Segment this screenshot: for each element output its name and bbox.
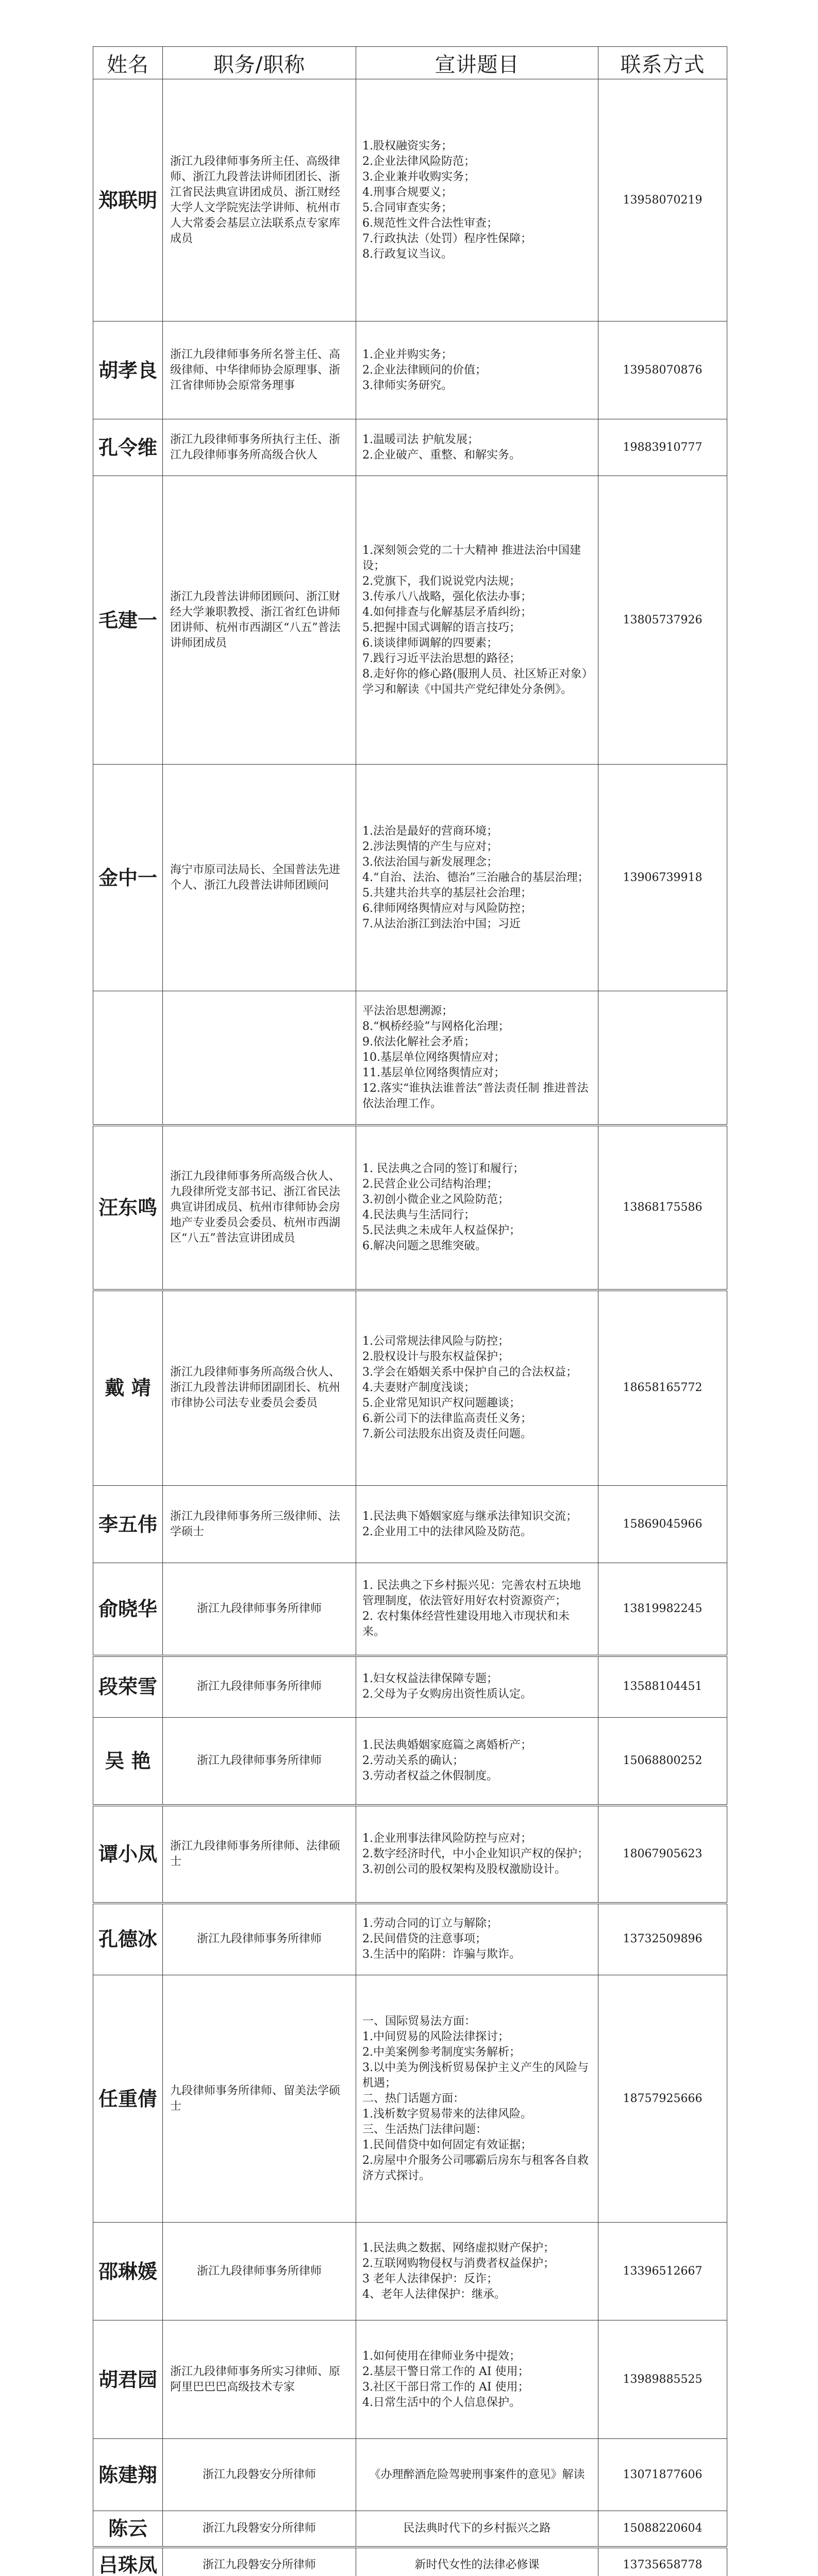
- table-row: [93, 2547, 727, 2576]
- topic-item: 2.基层干警日常工作的 AI 使用；: [362, 2365, 529, 2378]
- cell-topics: [356, 1290, 598, 1486]
- topic-item: 2.民营企业公司结构治理；: [362, 1177, 498, 1191]
- cell-phone: [598, 991, 727, 1125]
- cell-phone: 13958070876: [598, 321, 727, 419]
- cell-topics: [356, 1718, 598, 1805]
- cell-name: 邵琳媛: [93, 2223, 163, 2320]
- table-row: [93, 1563, 727, 1656]
- topic-item: 三、生活热门法律问题：: [362, 2123, 488, 2136]
- topic-item: 11.基层单位网络舆情应对；: [362, 1066, 505, 1079]
- cell-topics: [356, 1975, 598, 2223]
- cell-topics: [356, 1805, 598, 1903]
- cell-role: 浙江九段律师事务所律师: [163, 1903, 356, 1975]
- cell-name: 胡君园: [93, 2320, 163, 2439]
- cell-topics: [356, 1656, 598, 1718]
- table-row: [93, 765, 727, 991]
- cell-phone: 13805737926: [598, 476, 727, 765]
- cell-phone: 18658165772: [598, 1290, 727, 1486]
- topic-item: 2.企业法律顾问的价值；: [362, 363, 487, 377]
- cell-name: 俞晓华: [93, 1563, 163, 1656]
- topic-item: 1. 民法典之合同的签订和履行；: [362, 1162, 524, 1175]
- speaker-table: [93, 46, 727, 2576]
- topic-item: 1.如何使用在律师业务中提效；: [362, 2349, 521, 2363]
- topic-item: 5.民法典之未成年人权益保护；: [362, 1224, 521, 1237]
- topic-item: 3.传承八八战略，强化依法办事；: [362, 590, 532, 603]
- cell-topics: [356, 419, 598, 476]
- topic-item: 3.依法治国与新发展理念；: [362, 855, 498, 869]
- topic-item: 3.劳动者权益之休假制度。: [362, 1769, 498, 1783]
- topic-item: 2.党旗下，我们说说党内法规；: [362, 574, 521, 588]
- cell-topics: [356, 2223, 598, 2320]
- table-row: [93, 1805, 727, 1903]
- table-row: [93, 1125, 727, 1290]
- cell-name: 毛建一: [93, 476, 163, 765]
- topic-item: 5.把握中国式调解的语言技巧；: [362, 621, 521, 634]
- cell-role: 浙江九段律师事务所实习律师、原阿里巴巴巴高级技术专家: [163, 2320, 356, 2439]
- topic-item: 1.民法典之数据、网络虚拟财产保护；: [362, 2241, 555, 2255]
- topic-item: 2.父母为子女购房出资性质认定。: [362, 1688, 532, 1701]
- topic-item: 2.涉法舆情的产生与应对；: [362, 840, 498, 853]
- cell-role: [163, 991, 356, 1125]
- table-row: [93, 1290, 727, 1486]
- topic-item: 7.从法治浙江到法治中国；习近: [362, 917, 521, 930]
- topic-item: 二、热门话题方面：: [362, 2092, 465, 2105]
- topic-item: 6.解决问题之思维突破。: [362, 1239, 487, 1252]
- topic-item: 1.民法典婚姻家庭篇之离婚析产；: [362, 1738, 532, 1752]
- cell-phone: 13906739918: [598, 765, 727, 991]
- cell-role: 浙江九段律师事务所律师、法律硕士: [163, 1805, 356, 1903]
- topic-item: 6.新公司下的法律监高责任义务；: [362, 1412, 532, 1426]
- topic-item: 4.夫妻财产制度浅谈；: [362, 1381, 475, 1395]
- table-row: [93, 1486, 727, 1563]
- topic-item: 2.企业法律风险防范；: [362, 155, 475, 168]
- cell-topics: [356, 2439, 598, 2511]
- cell-role: 浙江九段磐安分所律师: [163, 2439, 356, 2511]
- topic-item: 2.企业破产、重整、和解实务。: [362, 448, 521, 462]
- table-row: [93, 1656, 727, 1718]
- topic-item: 1.劳动合同的订立与解除；: [362, 1917, 498, 1930]
- table-header-row: [93, 47, 727, 79]
- topic-item: 1.民法典下婚姻家庭与继承法律知识交流；: [362, 1510, 577, 1523]
- cell-name: 段荣雪: [93, 1656, 163, 1718]
- cell-topics: [356, 79, 598, 321]
- cell-phone: 13071877606: [598, 2439, 727, 2511]
- cell-phone: 13588104451: [598, 1656, 727, 1718]
- topic-item: 8.“枫桥经验”与网格化治理；: [362, 1020, 510, 1033]
- topic-item: 6.规范性文件合法性审查；: [362, 216, 498, 230]
- cell-role: 九段律师事务所律师、留美法学硕士: [163, 1975, 356, 2223]
- cell-phone: 18757925666: [598, 1975, 727, 2223]
- topic-item: 8.行政复议当议。: [362, 247, 453, 261]
- cell-name: 陈建翔: [93, 2439, 163, 2511]
- topic-item: 4.日常生活中的个人信息保护。: [362, 2396, 521, 2409]
- cell-topics: [356, 2320, 598, 2439]
- topic-item: 1.温暖司法 护航发展；: [362, 433, 479, 446]
- topic-item: 《办理醉酒危险驾驶刑事案件的意见》解读: [369, 2468, 585, 2481]
- topic-item: 7.新公司法股东出资及责任问题。: [362, 1428, 532, 1441]
- cell-topics: [356, 1486, 598, 1563]
- table-body: [93, 79, 727, 2576]
- cell-topics: [356, 2511, 598, 2547]
- cell-name: 胡孝良: [93, 321, 163, 419]
- topic-item: 3.生活中的陷阱：诈骗与欺诈。: [362, 1948, 521, 1961]
- cell-topics: [356, 765, 598, 991]
- cell-role: 浙江九段律师事务所律师: [163, 1718, 356, 1805]
- cell-topics: [356, 991, 598, 1125]
- topic-item: 1.法治是最好的营商环境；: [362, 824, 498, 838]
- topic-item: 3.以中美为例浅析贸易保护主义产生的风险与机遇；: [362, 2061, 589, 2090]
- topic-item: 4.刑事合规要义；: [362, 185, 453, 199]
- header-role: 职务/职称: [163, 47, 356, 79]
- topic-item: 12.落实“谁执法谁普法”普法责任制 推进普法依法治理工作。: [362, 1081, 589, 1110]
- cell-phone: 13735658778: [598, 2547, 727, 2576]
- cell-name: 陈云: [93, 2511, 163, 2547]
- cell-name: 吴 艳: [93, 1718, 163, 1805]
- topic-item: 1.股权融资实务；: [362, 139, 453, 152]
- topic-item: 2.数字经济时代，中小企业知识产权的保护；: [362, 1847, 589, 1860]
- cell-name: 孔令维: [93, 419, 163, 476]
- cell-role: 浙江九段律师事务所律师: [163, 2223, 356, 2320]
- topic-item: 5.共建共治共享的基层社会治理；: [362, 886, 532, 900]
- topic-item: 新时代女性的法律必修课: [414, 2558, 540, 2571]
- cell-topics: [356, 2547, 598, 2576]
- table-row: [93, 2320, 727, 2439]
- topic-item: 2.劳动关系的确认；: [362, 1754, 464, 1767]
- topic-item: 4、老年人法律保护：继承。: [362, 2287, 506, 2301]
- cell-name: 戴 靖: [93, 1290, 163, 1486]
- topic-item: 1.公司常规法律风险与防控；: [362, 1335, 509, 1348]
- topic-item: 4.民法典与生活同行；: [362, 1208, 475, 1222]
- table-row: [93, 2439, 727, 2511]
- header-phone: 联系方式: [598, 47, 727, 79]
- topic-item: 1.企业并购实务；: [362, 348, 453, 361]
- table-row: [93, 1718, 727, 1805]
- topic-item: 1.中间贸易的风险法律探讨；: [362, 2030, 509, 2043]
- cell-name: 任重倩: [93, 1975, 163, 2223]
- speaker-table-sheet: [93, 46, 727, 2576]
- topic-item: 2.互联网购物侵权与消费者权益保护；: [362, 2257, 555, 2270]
- topic-item: 2.企业用工中的法律风险及防范。: [362, 1525, 532, 1538]
- topic-item: 5.合同审查实务；: [362, 201, 453, 214]
- topic-item: 3.社区干部日常工作的 AI 使用；: [362, 2380, 529, 2394]
- cell-role: 浙江九段律师事务所执行主任、浙江九段律师事务所高级合伙人: [163, 419, 356, 476]
- cell-phone: 13868175586: [598, 1125, 727, 1290]
- cell-name: 金中一: [93, 765, 163, 991]
- cell-topics: [356, 321, 598, 419]
- cell-role: 浙江九段磐安分所律师: [163, 2547, 356, 2576]
- topic-item: 3.初创小微企业之风险防范；: [362, 1193, 509, 1206]
- cell-role: 浙江九段律师事务所高级合伙人、浙江九段普法讲师团副团长、杭州市律协公司法专业委员会委员: [163, 1290, 356, 1486]
- cell-topics: [356, 1125, 598, 1290]
- cell-phone: 19883910777: [598, 419, 727, 476]
- table-row: [93, 2511, 727, 2547]
- topic-item: 2. 农村集体经营性建设用地入市现状和未来。: [362, 1609, 570, 1638]
- topic-item: 9.依法化解社会矛盾；: [362, 1035, 475, 1048]
- cell-phone: 13732509896: [598, 1903, 727, 1975]
- cell-name: 李五伟: [93, 1486, 163, 1563]
- cell-topics: [356, 1563, 598, 1656]
- topic-item: 2.中美案例参考制度实务解析；: [362, 2045, 521, 2059]
- table-row: [93, 321, 727, 419]
- topic-item: 3.律师实务研究。: [362, 379, 453, 392]
- topic-item: 1.民间借贷中如何固定有效证据；: [362, 2138, 532, 2151]
- cell-role: 浙江九段律师事务所高级合伙人、九段律所党支部书记、浙江省民法典宣讲团成员、杭州市律师协会房地产专业委员会委员、杭州市西湖区“八五”普法宣讲团成员: [163, 1125, 356, 1290]
- topic-item: 1.妇女权益法律保障专题；: [362, 1672, 498, 1686]
- cell-name: 汪东鸣: [93, 1125, 163, 1290]
- topic-item: 3 老年人法律保护：反诈；: [362, 2272, 498, 2285]
- cell-phone: 15869045966: [598, 1486, 727, 1563]
- cell-phone: 13989885525: [598, 2320, 727, 2439]
- table-row: [93, 1975, 727, 2223]
- topic-item: 3.初创公司的股权架构及股权激励设计。: [362, 1862, 566, 1876]
- header-topic: 宣讲题目: [356, 47, 598, 79]
- topic-item: 5.企业常见知识产权问题趣谈；: [362, 1397, 521, 1410]
- table-row: [93, 476, 727, 765]
- cell-name: 孔德冰: [93, 1903, 163, 1975]
- cell-phone: 13819982245: [598, 1563, 727, 1656]
- cell-role: 海宁市原司法局长、全国普法先进个人、浙江九段普法讲师团顾问: [163, 765, 356, 991]
- table-row: [93, 419, 727, 476]
- cell-phone: 13396512667: [598, 2223, 727, 2320]
- topic-item: 4.如何排查与化解基层矛盾纠纷；: [362, 605, 532, 619]
- topic-item: 6.律师网络舆情应对与风险防控；: [362, 902, 532, 915]
- topic-item: 7.践行习近平法治思想的路径；: [362, 652, 521, 665]
- topic-item: 3.学会在婚姻关系中保护自己的合法权益；: [362, 1366, 577, 1379]
- cell-role: 浙江九段律师事务所律师: [163, 1563, 356, 1656]
- cell-phone: 15088220604: [598, 2511, 727, 2547]
- cell-topics: [356, 476, 598, 765]
- cell-role: 浙江九段律师事务所三级律师、法学硕士: [163, 1486, 356, 1563]
- topic-item: 2.房屋中介服务公司哪霸后房东与租客各自救济方式探讨。: [362, 2154, 589, 2182]
- cell-name: 郑联明: [93, 79, 163, 321]
- topic-item: 民法典时代下的乡村振兴之路: [403, 2521, 551, 2535]
- topic-item: 1.企业刑事法律风险防控与应对；: [362, 1832, 532, 1845]
- topic-item: 1. 民法典之下乡村振兴见：完善农村五块地管理制度，依法管好用好农村资源资产；: [362, 1579, 581, 1607]
- cell-role: 浙江九段普法讲师团顾问、浙江财经大学兼职教授、浙江省红色讲师团讲师、杭州市西湖区“八五”普法讲师团成员: [163, 476, 356, 765]
- cell-phone: 18067905623: [598, 1805, 727, 1903]
- cell-role: 浙江九段律师事务所主任、高级律师、浙江九段普法讲师团团长、浙江省民法典宣讲团成员、浙江财经大学人文学院宪法学讲师、杭州市人大常委会基层立法联系点专家库成员: [163, 79, 356, 321]
- topic-item: 一、国际贸易法方面：: [362, 2014, 476, 2028]
- cell-name: 谭小凤: [93, 1805, 163, 1903]
- topic-item: 4.“自治、法治、德治”三治融合的基层治理；: [362, 871, 589, 884]
- topic-item: 6.谈谈律师调解的四要素；: [362, 636, 498, 650]
- topic-item: 8.走好你的修心路(服刑人员、社区矫正对象）学习和解读《中国共产党纪律处分条例》。: [362, 667, 588, 696]
- cell-phone: 15068800252: [598, 1718, 727, 1805]
- table-row: [93, 991, 727, 1125]
- cell-role: 浙江九段律师事务所律师: [163, 1656, 356, 1718]
- cell-phone: 13958070219: [598, 79, 727, 321]
- topic-item: 1.浅析数字贸易带来的法律风险。: [362, 2107, 532, 2121]
- cell-name: [93, 991, 163, 1125]
- cell-topics: [356, 1903, 598, 1975]
- header-name: 姓名: [93, 47, 163, 79]
- topic-item: 10.基层单位网络舆情应对；: [362, 1050, 505, 1064]
- cell-name: 吕珠凤: [93, 2547, 163, 2576]
- cell-role: 浙江九段律师事务所名誉主任、高级律师、中华律师协会原理事、浙江省律师协会原常务理事: [163, 321, 356, 419]
- table-row: [93, 79, 727, 321]
- table-row: [93, 2223, 727, 2320]
- topic-item: 3.企业兼并收购实务；: [362, 170, 475, 183]
- table-row: [93, 1903, 727, 1975]
- topic-item: 2.股权设计与股东权益保护；: [362, 1350, 509, 1364]
- topic-item: 1.深刻领会党的二十大精神 推进法治中国建设；: [362, 544, 581, 572]
- topic-item: 平法治思想溯源；: [362, 1004, 454, 1018]
- topic-item: 7.行政执法（处罚）程序性保障；: [362, 232, 532, 245]
- cell-role: 浙江九段磐安分所律师: [163, 2511, 356, 2547]
- topic-item: 2.民间借贷的注意事项；: [362, 1933, 487, 1946]
